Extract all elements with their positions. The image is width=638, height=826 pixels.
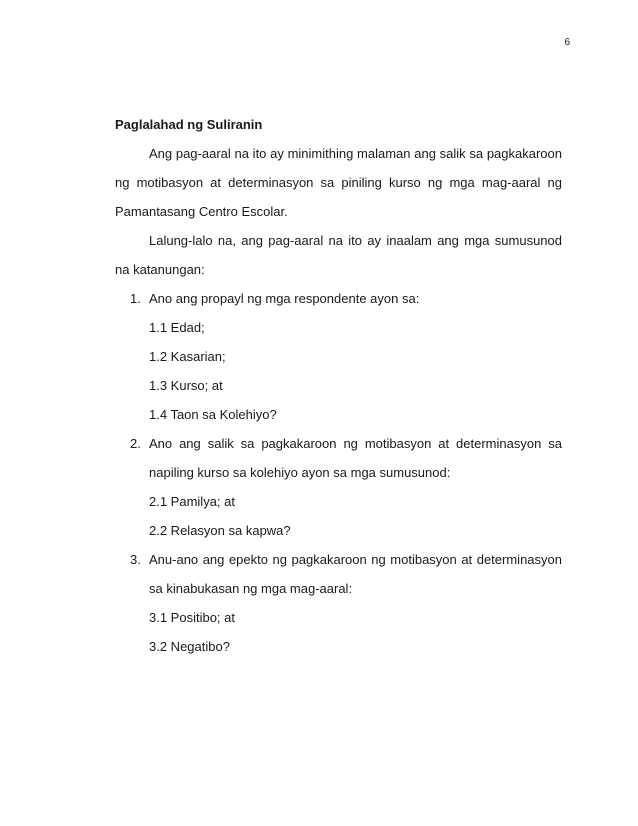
sub-item: 1.1 Edad; xyxy=(149,320,205,335)
page-number: 6 xyxy=(564,37,570,48)
paragraph-questions-lead: Lalung-lalo na, ang pag-aaral na ito ay inaalam ang mga sumusunod na katanungan: xyxy=(115,233,562,277)
question-item-3 xyxy=(115,545,562,661)
sub-item: 1.3 Kurso; at xyxy=(149,378,223,393)
question-list xyxy=(115,284,562,661)
question-number: 2. xyxy=(130,436,141,451)
paragraph-intro: Ang pag-aaral na ito ay minimithing malaman ang salik sa pagkakaroon ng motibasyon at determinasyon sa piniling kurso ng mga mag-aaral ng Pamantasang Centro Escolar. xyxy=(115,146,562,219)
question-number: 1. xyxy=(130,291,141,306)
sub-item: 2.2 Relasyon sa kapwa? xyxy=(149,523,291,538)
question-text: Anu-ano ang epekto ng pagkakaroon ng motibasyon at determinasyon sa kinabukasan ng mga mag-aaral: xyxy=(149,552,562,596)
question-text: Ano ang propayl ng mga respondente ayon sa: xyxy=(149,291,420,306)
sub-item: 1.2 Kasarian; xyxy=(149,349,226,364)
section-heading: Paglalahad ng Suliranin xyxy=(115,117,263,132)
sub-item: 1.4 Taon sa Kolehiyo? xyxy=(149,407,277,422)
sub-item: 3.1 Positibo; at xyxy=(149,610,235,625)
document-body xyxy=(115,110,562,661)
question-item-2 xyxy=(115,429,562,545)
question-text: Ano ang salik sa pagkakaroon ng motibasyon at determinasyon sa napiling kurso sa kolehiyo ayon sa mga sumusunod: xyxy=(149,436,562,480)
question-item-1 xyxy=(115,284,562,429)
question-number: 3. xyxy=(130,552,141,567)
sub-item: 3.2 Negatibo? xyxy=(149,639,230,654)
sub-item: 2.1 Pamilya; at xyxy=(149,494,235,509)
